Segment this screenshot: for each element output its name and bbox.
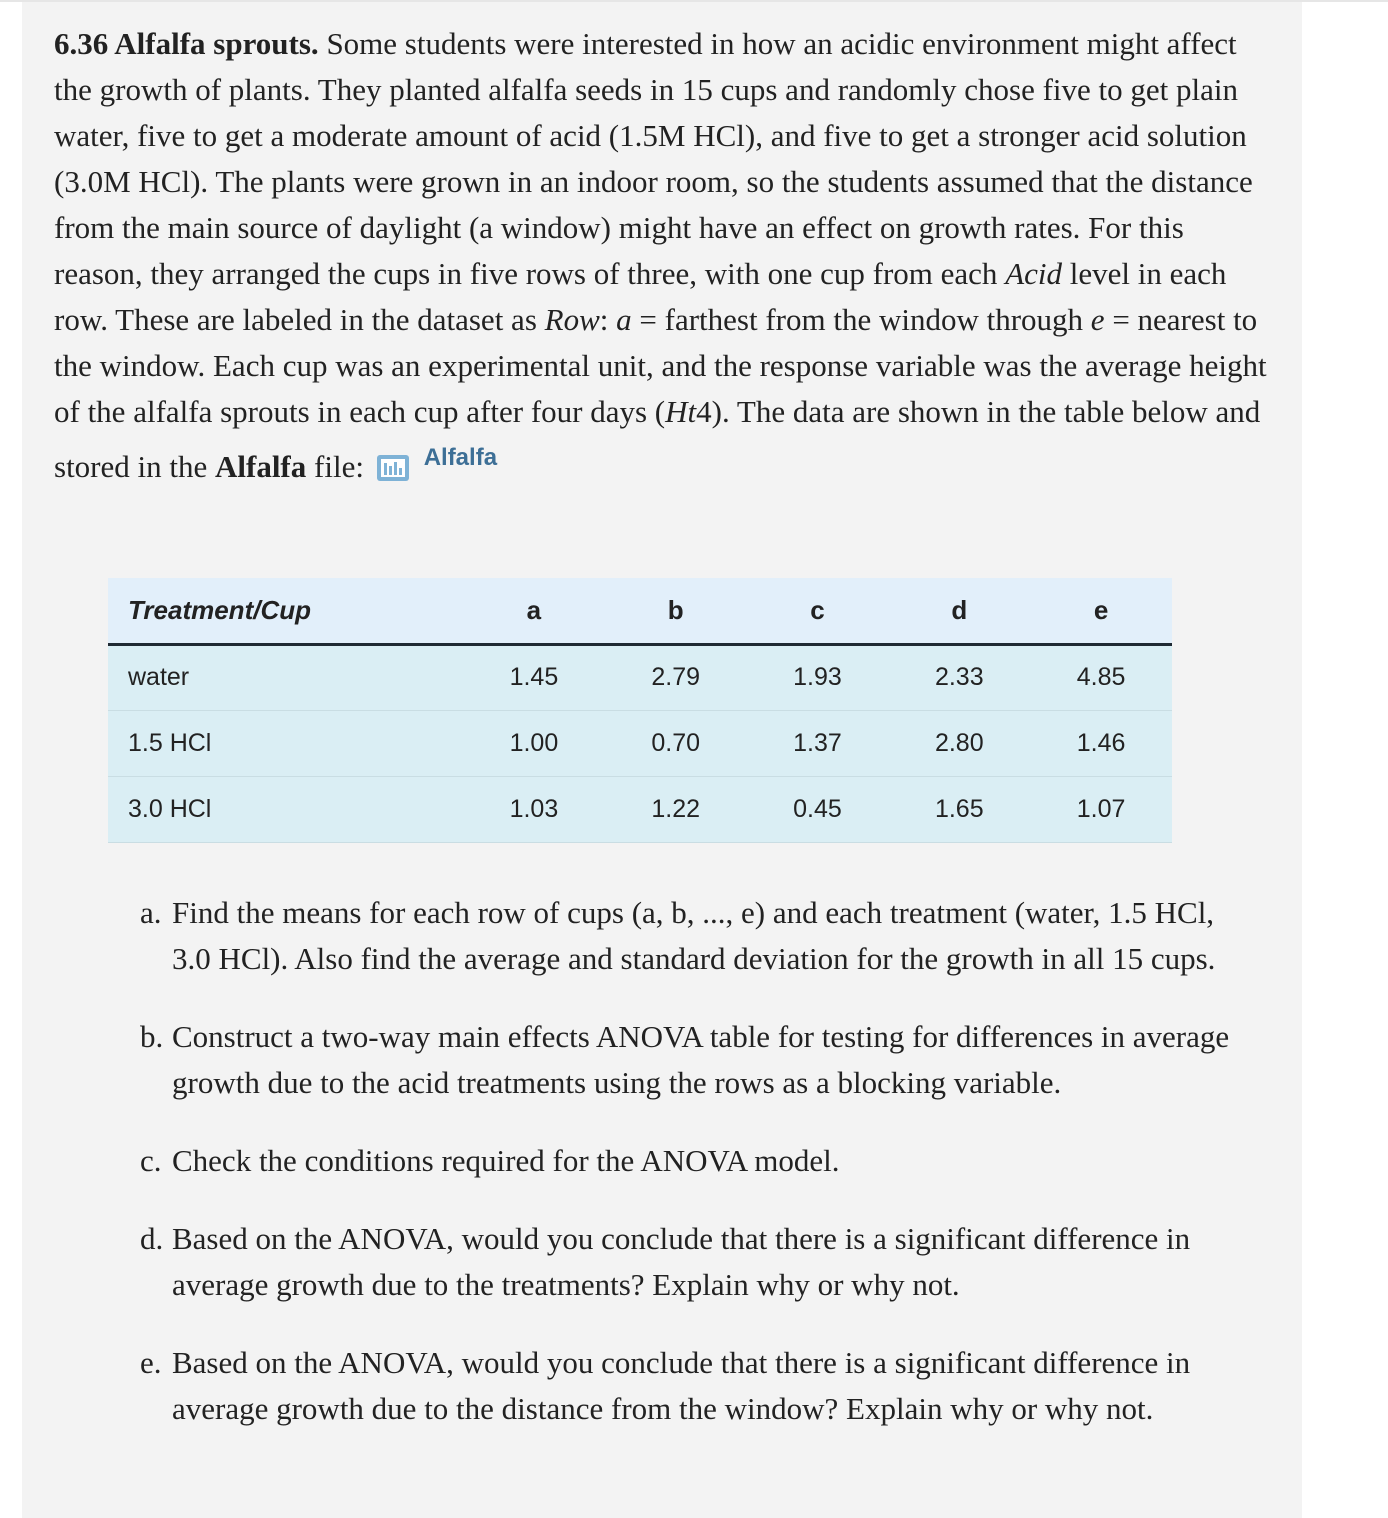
question-label: b. xyxy=(140,1019,164,1054)
alfalfa-dataset-link[interactable] xyxy=(376,435,497,481)
table-cell: 0.70 xyxy=(651,728,701,757)
column-header: a xyxy=(463,578,605,644)
file-name-bold: Alfalfa xyxy=(215,449,307,484)
table-cell: 1.00 xyxy=(509,728,559,757)
row-label: 3.0 HCl xyxy=(128,794,212,823)
question-label: a. xyxy=(140,895,162,930)
table-cell: 1.65 xyxy=(934,794,984,823)
table-cell: 4.85 xyxy=(1076,663,1126,691)
table-cell: 1.37 xyxy=(793,728,842,757)
problem-title: 6.36 Alfalfa sprouts. xyxy=(54,26,319,61)
column-header: Treatment/Cup xyxy=(108,578,463,644)
question-label: e. xyxy=(140,1345,162,1380)
column-header: e xyxy=(1030,578,1172,644)
question-text: Construct a two-way main effects ANOVA table for testing for differences in average growth due to the acid treatments using the rows as a blocking variable. xyxy=(172,1019,1230,1100)
question-item xyxy=(140,1014,1250,1106)
table-cell: 2.33 xyxy=(934,663,984,691)
question-text: Based on the ANOVA, would you conclude that there is a significant difference in average growth due to the distance from the window? Explain why or why not. xyxy=(172,1345,1191,1426)
question-text: Based on the ANOVA, would you conclude that there is a significant difference in average growth due to the treatments? Explain why or why not. xyxy=(172,1221,1191,1302)
table-cell: 1.46 xyxy=(1076,728,1126,757)
table-cell: 2.80 xyxy=(934,728,984,757)
table-row xyxy=(108,710,1172,776)
dataset-file-icon xyxy=(376,449,410,477)
table-cell: 1.22 xyxy=(651,794,701,823)
column-header: d xyxy=(888,578,1030,644)
file-link-label: Alfalfa xyxy=(423,444,498,471)
table-cell: 1.03 xyxy=(509,794,559,823)
table-cell: 0.45 xyxy=(793,794,842,823)
table-header-row xyxy=(108,578,1172,644)
question-item xyxy=(140,890,1250,982)
column-header: c xyxy=(747,578,889,644)
question-label: c. xyxy=(140,1143,162,1178)
alfalfa-data-table xyxy=(108,578,1172,843)
table-cell: 1.93 xyxy=(793,663,842,691)
question-item xyxy=(140,1138,1250,1184)
data-table-container xyxy=(108,578,1172,843)
question-list xyxy=(140,890,1250,1464)
row-label: water xyxy=(128,663,190,691)
table-row xyxy=(108,644,1172,710)
table-cell: 1.45 xyxy=(509,663,559,691)
row-label: 1.5 HCl xyxy=(128,728,212,757)
column-header: b xyxy=(605,578,747,644)
question-text: Check the conditions required for the ANOVA model. xyxy=(172,1143,840,1178)
table-cell: 1.07 xyxy=(1076,794,1126,823)
question-text: Find the means for each row of cups (a, b, ..., e) and each treatment (water, 1.5 HCl, 3.0 HCl). Also find the average and standard deviation for the growth in all 15 cups. xyxy=(172,895,1216,976)
question-label: d. xyxy=(140,1221,164,1256)
question-item xyxy=(140,1216,1250,1308)
problem-statement: 6.36 Alfalfa sprouts. Some students were interested in how an acidic environment might affect the growth of plants. They planted alfalfa seeds in 15 cups and randomly chose five to get plain water, five to get a moderate amount of acid (1.5M HCl), and five to get a stronger acid solution (3.0M HCl). The plants were grown in an indoor room, so the students assumed that the distance from the main source of daylight (a window) might have an effect on growth rates. For this reason, they arranged the cups in five rows of three, with one cup from each Acid level in each row. These are labeled in the dataset as Row: a = farthest from the window through e = nearest to the window. Each cup was an experimental unit, and the response variable was the average height of the alfalfa sprouts in each cup after four days (Ht4). The data are shown in the table below and stored in the Alfalfa file: Alfalfa xyxy=(54,26,1267,484)
question-item xyxy=(140,1340,1250,1432)
table-row xyxy=(108,776,1172,842)
table-cell: 2.79 xyxy=(651,663,701,691)
